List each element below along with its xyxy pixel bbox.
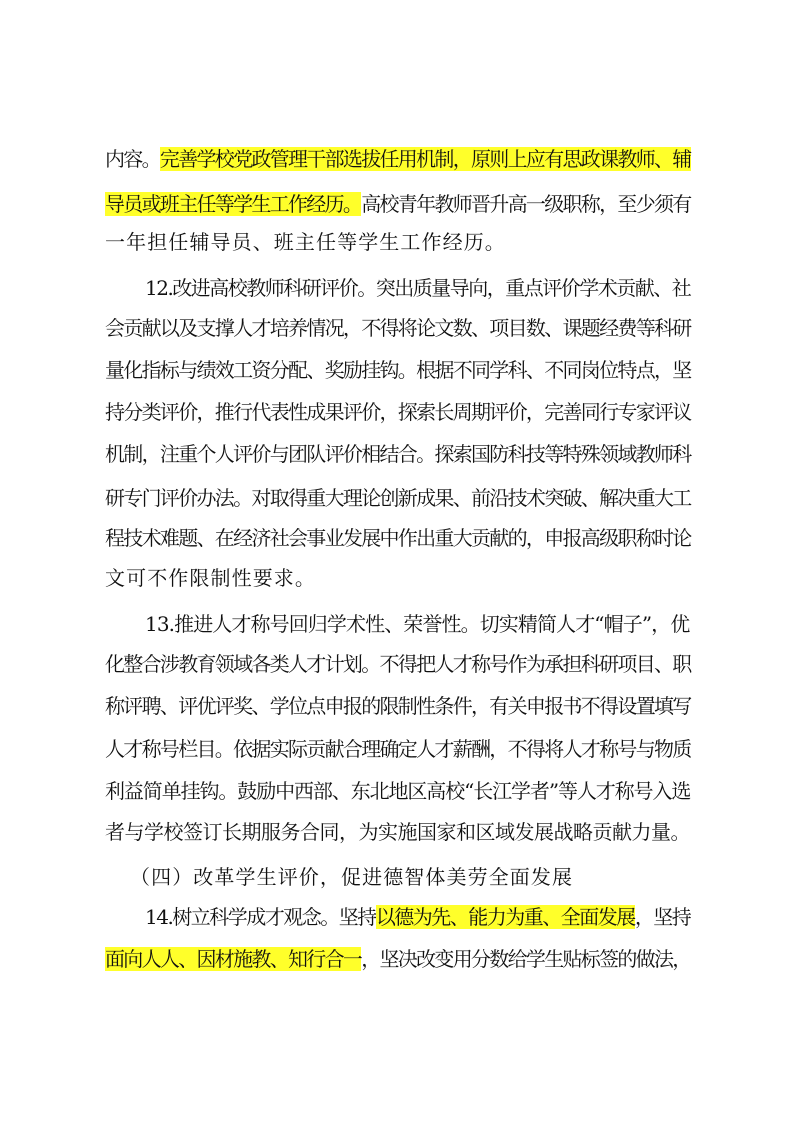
text-line — [105, 392, 695, 432]
text-line — [105, 644, 695, 684]
text-segment: 机制，注重个人评价与团队评价相结合。探索国防科技等特殊领域教师科 — [105, 442, 691, 466]
text-line — [105, 478, 695, 518]
text-segment: 文可不作限制性要求。 — [105, 566, 316, 590]
text-line — [105, 812, 695, 852]
text-segment: 14.树立科学成才观念。坚持 — [145, 905, 376, 929]
highlighted-text: 导员或班主任等学生工作经历。 — [105, 192, 362, 216]
text-segment: 会贡献以及支撑人才培养情况，不得将论文数、项目数、课题经费等科研 — [105, 316, 691, 340]
text-segment: 程技术难题、在经济社会事业发展中作出重大贡献的，申报高级职称时论 — [105, 526, 691, 550]
text-segment: ，坚决改变用分数给学生贴标签的做法， — [361, 947, 691, 971]
text-segment: 13.推进人才称号回归学术性、荣誉性。切实精简人才“帽子”，优 — [145, 612, 690, 636]
text-segment: 高校青年教师晋升高一级职称，至少须有 — [361, 192, 691, 216]
text-segment: 人才称号栏目。依据实际贡献合理确定人才薪酬，不得将人才称号与物质 — [105, 737, 691, 761]
highlighted-text: 完善学校党政管理干部选拔任用机制，原则上应有思政课教师、辅 — [159, 147, 691, 171]
text-line — [105, 139, 695, 179]
text-segment: 利益简单挂钩。鼓励中西部、东北地区高校“长江学者”等人才称号入选 — [105, 779, 691, 803]
highlighted-text: 面向人人、因材施教、知行合一 — [105, 947, 362, 971]
text-line — [105, 222, 695, 262]
text-segment: 研专门评价办法。对取得重大理论创新成果、前沿技术突破、解决重大工 — [105, 486, 691, 510]
text-line — [105, 939, 695, 979]
text-segment: （四）改革学生评价，促进德智体美劳全面发展 — [130, 865, 574, 889]
text-segment: 化整合涉教育领域各类人才计划。不得把人才称号作为承担科研项目、职 — [105, 652, 691, 676]
text-segment: 量化指标与绩效工资分配、奖励挂钩。根据不同学科、不同岗位特点，坚 — [105, 358, 691, 382]
text-line — [105, 308, 695, 348]
text-segment: 称评聘、评优评奖、学位点申报的限制性条件，有关申报书不得设置填写 — [105, 694, 691, 718]
text-line — [105, 558, 695, 598]
text-segment: 12.改进高校教师科研评价。突出质量导向，重点评价学术贡献、社 — [145, 276, 691, 300]
text-segment: 内容。 — [105, 147, 160, 171]
paragraph-start-line — [145, 604, 695, 644]
text-line — [105, 434, 695, 474]
text-line — [105, 686, 695, 726]
text-line — [105, 518, 695, 558]
text-line — [105, 729, 695, 769]
paragraph-start-line — [145, 268, 695, 308]
text-line — [105, 350, 695, 390]
text-segment: 者与学校签订长期服务合同，为实施国家和区域发展战略贡献力量。 — [105, 820, 690, 844]
highlighted-text: 以德为先、能力为重、全面发展 — [375, 905, 635, 929]
text-segment: 持分类评价，推行代表性成果评价，探索长周期评价，完善同行专家评议 — [105, 400, 691, 424]
section-heading — [130, 857, 695, 897]
text-segment: 一年担任辅导员、班主任等学生工作经历。 — [105, 230, 506, 254]
text-line — [105, 771, 695, 811]
text-segment: ，坚持 — [634, 905, 691, 929]
text-line — [105, 184, 695, 224]
paragraph-start-line — [145, 897, 695, 937]
